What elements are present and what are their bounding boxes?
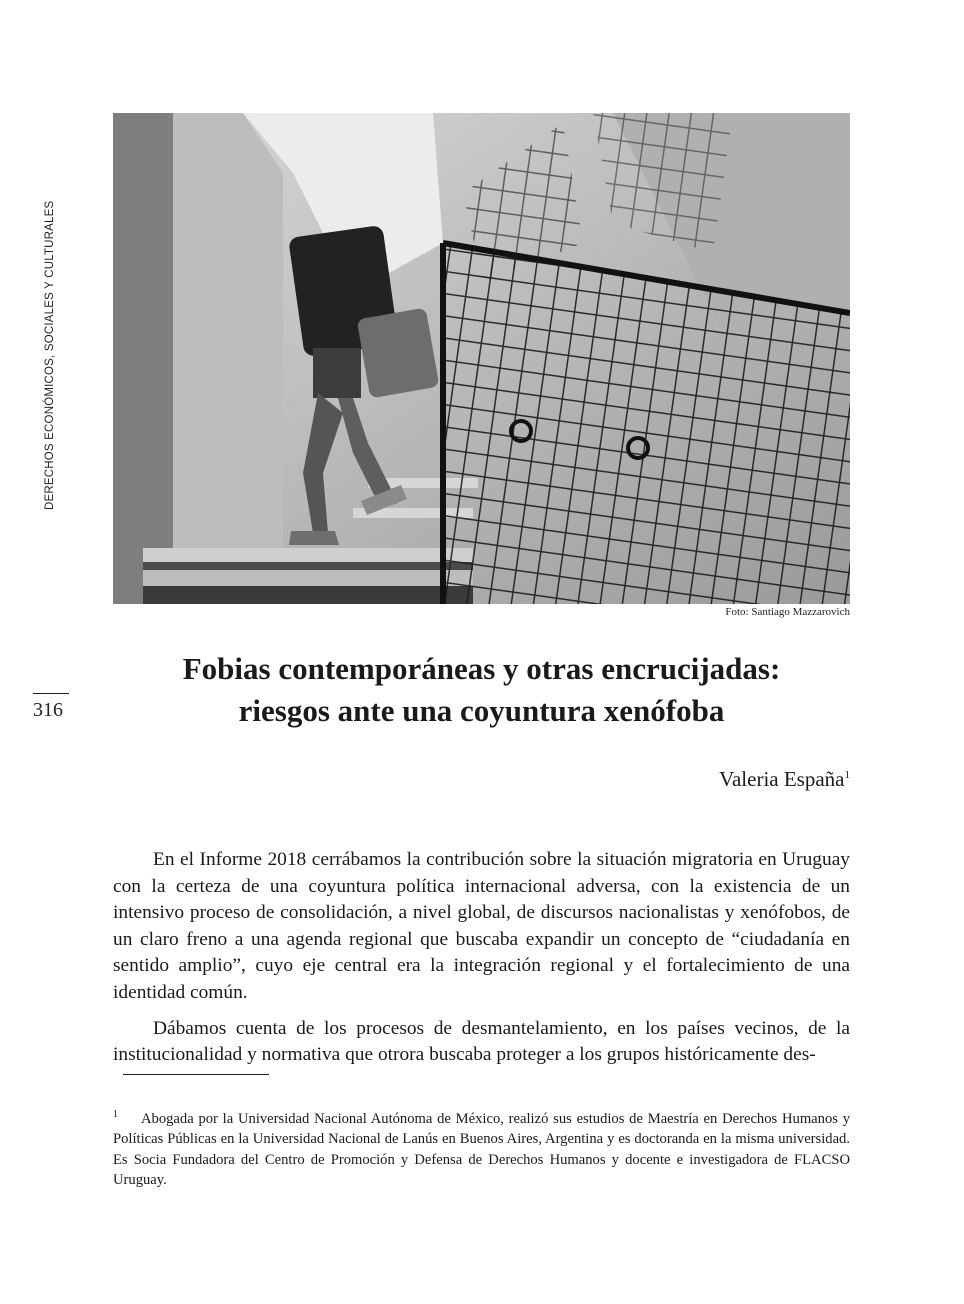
photo-caption: Foto: Santiago Mazzarovich — [725, 606, 850, 618]
body-paragraph: En el Informe 2018 cerrábamos la contribución sobre la situación migratoria en Uruguay con la certeza de una coyuntura política internacional adversa, con la existencia de un intensivo proceso de consolidación, a nivel global, de discursos nacionalistas y xenófobos, de un claro freno a una agenda regional que buscaba expandir un concepto de “ciudadanía en sentido amplio”, cuyo eje central era la integración regional y el fortalecimiento de una identidad común. — [113, 849, 850, 1003]
article-photo — [113, 113, 850, 604]
page-number: 316 — [33, 699, 63, 721]
article-title — [113, 648, 850, 732]
title-line-1: Fobias contemporáneas y otras encrucijadas: — [182, 651, 781, 686]
page-number-rule — [33, 693, 69, 694]
running-section-label: DERECHOS ECONÓMICOS, SOCIALES Y CULTURALES — [44, 200, 56, 510]
title-line-2: riesgos ante una coyuntura xenófoba — [238, 693, 725, 728]
author-footnote-ref: 1 — [844, 769, 850, 781]
article-body — [113, 847, 850, 1078]
body-paragraph: Dábamos cuenta de los procesos de desmantelamiento, en los países vecinos, de la institucionalidad y normativa que otrora buscaba proteger a los grupos históricamente des- — [113, 1017, 850, 1066]
footnote-text: Abogada por la Universidad Nacional Autónoma de México, realizó sus estudios de Maestría en Derechos Humanos y Políticas Públicas en la Universidad Nacional de Lanús en Buenos Aires, Argentina y es doctoranda en la misma universidad. Es Socia Fundadora del Centro de Promoción y Defensa de Derechos Humanos y docente e investigadora de FLACSO Uruguay. — [113, 1111, 850, 1189]
author-byline — [719, 767, 850, 792]
footnote: 1 Abogada por la Universidad Nacional Autónoma de México, realizó sus estudios de Maestría en Derechos Humanos y Políticas Públicas en la Universidad Nacional de Lanús en Buenos Aires, Argentina y es doctoranda en la misma universidad. Es Socia Fundadora del Centro de Promoción y Defensa de Derechos Humanos y docente e investigadora de FLACSO Uruguay. — [113, 1109, 850, 1189]
footnote-rule — [123, 1074, 269, 1075]
author-name: Valeria España — [719, 767, 845, 791]
